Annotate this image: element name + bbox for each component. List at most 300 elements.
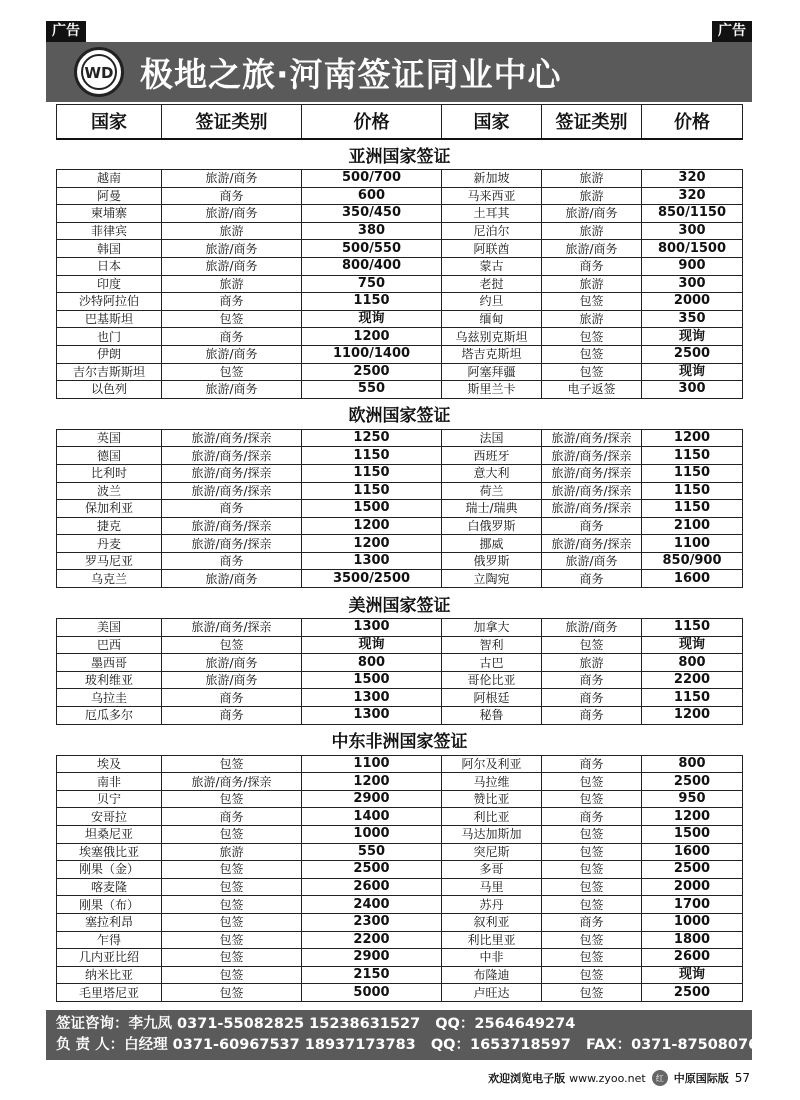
visa-type-cell: 旅游/商务 (162, 240, 302, 258)
table-row (57, 984, 743, 1002)
country-cell: 挪威 (442, 535, 542, 553)
price-cell: 1000 (302, 826, 442, 844)
country-cell: 古巴 (442, 654, 542, 672)
company-logo-icon (74, 47, 124, 97)
visa-type-cell: 包签 (542, 966, 642, 984)
price-cell: 2500 (302, 363, 442, 381)
country-cell: 刚果（布） (57, 896, 162, 914)
price-cell: 现询 (642, 966, 743, 984)
visa-type-cell: 旅游 (162, 843, 302, 861)
visa-type-cell: 包签 (542, 949, 642, 967)
visa-type-cell: 旅游 (542, 222, 642, 240)
price-cell: 550 (302, 381, 442, 399)
price-cell: 1000 (642, 913, 743, 931)
table-row (57, 843, 743, 861)
visa-type-cell: 旅游/商务/探亲 (162, 517, 302, 535)
table-row (57, 170, 743, 188)
visa-type-cell: 旅游/商务/探亲 (162, 619, 302, 637)
price-cell: 1150 (302, 482, 442, 500)
price-cell: 1150 (302, 464, 442, 482)
visa-type-cell: 旅游/商务 (542, 240, 642, 258)
visa-type-cell: 包签 (162, 913, 302, 931)
visa-type-cell: 包签 (162, 949, 302, 967)
edition-badge-icon: 红 (652, 1070, 668, 1086)
country-cell: 马拉维 (442, 773, 542, 791)
table-row (57, 500, 743, 518)
contact-qq: QQ：2564649274 (435, 1016, 576, 1032)
table-row (57, 861, 743, 879)
table-row (57, 755, 743, 773)
country-cell: 菲律宾 (57, 222, 162, 240)
price-cell: 现询 (642, 328, 743, 346)
country-cell: 罗马尼亚 (57, 552, 162, 570)
country-cell: 马达加斯加 (442, 826, 542, 844)
price-cell: 2500 (642, 773, 743, 791)
country-cell: 新加坡 (442, 170, 542, 188)
visa-type-cell: 旅游/商务 (542, 552, 642, 570)
price-cell: 380 (302, 222, 442, 240)
visa-type-cell: 包签 (542, 790, 642, 808)
table-row (57, 619, 743, 637)
visa-type-cell: 包签 (162, 363, 302, 381)
contact-qq-2: QQ：1653718597 (430, 1037, 571, 1053)
contact-manager: 负 责 人：白经理 0371-60967537 18937173783 (56, 1037, 416, 1053)
price-cell: 1150 (302, 447, 442, 465)
price-cell: 500/550 (302, 240, 442, 258)
price-cell: 300 (642, 381, 743, 399)
visa-type-cell: 包签 (162, 984, 302, 1002)
visa-type-cell: 旅游/商务 (162, 654, 302, 672)
footer-site: www.zyoo.net (569, 1071, 646, 1085)
country-cell: 乌拉圭 (57, 689, 162, 707)
country-cell: 阿塞拜疆 (442, 363, 542, 381)
page-number: 57 (734, 1071, 750, 1085)
price-cell: 2500 (302, 861, 442, 879)
visa-type-cell: 包签 (542, 984, 642, 1002)
banner (46, 42, 752, 102)
country-cell: 捷克 (57, 517, 162, 535)
visa-type-cell: 旅游/商务/探亲 (162, 482, 302, 500)
table-row (57, 790, 743, 808)
country-cell: 吉尔吉斯斯坦 (57, 363, 162, 381)
table-row (57, 328, 743, 346)
visa-type-cell: 旅游 (162, 275, 302, 293)
table-row (57, 913, 743, 931)
visa-type-cell: 包签 (162, 310, 302, 328)
price-cell: 5000 (302, 984, 442, 1002)
country-cell: 布隆迪 (442, 966, 542, 984)
country-cell: 以色列 (57, 381, 162, 399)
country-cell: 斯里兰卡 (442, 381, 542, 399)
visa-type-cell: 电子返签 (542, 381, 642, 399)
price-cell: 2150 (302, 966, 442, 984)
country-cell: 土耳其 (442, 205, 542, 223)
country-cell: 阿曼 (57, 187, 162, 205)
visa-type-cell: 旅游 (542, 310, 642, 328)
table-row (57, 773, 743, 791)
header-country: 国家 (442, 105, 542, 139)
table-row (57, 966, 743, 984)
visa-type-cell: 包签 (542, 826, 642, 844)
price-cell: 1200 (642, 707, 743, 725)
country-cell: 塔吉克斯坦 (442, 345, 542, 363)
price-cell: 1300 (302, 552, 442, 570)
visa-type-cell: 包签 (162, 826, 302, 844)
visa-type-cell: 商务 (162, 500, 302, 518)
visa-type-cell: 旅游/商务 (162, 257, 302, 275)
country-cell: 乍得 (57, 931, 162, 949)
table-row (57, 689, 743, 707)
price-cell: 2900 (302, 790, 442, 808)
table-header-row (57, 105, 743, 139)
country-cell: 立陶宛 (442, 570, 542, 588)
country-cell: 比利时 (57, 464, 162, 482)
visa-type-cell: 旅游/商务/探亲 (542, 535, 642, 553)
price-cell: 750 (302, 275, 442, 293)
price-cell: 1100 (302, 755, 442, 773)
price-cell: 800/400 (302, 257, 442, 275)
country-cell: 多哥 (442, 861, 542, 879)
visa-type-cell: 商务 (542, 808, 642, 826)
visa-type-cell: 包签 (542, 861, 642, 879)
visa-type-cell: 包签 (542, 878, 642, 896)
price-cell: 300 (642, 222, 743, 240)
price-cell: 现询 (302, 310, 442, 328)
visa-type-cell: 商务 (162, 293, 302, 311)
price-cell: 1150 (642, 464, 743, 482)
country-cell: 玻利维亚 (57, 671, 162, 689)
country-cell: 瑞士/瑞典 (442, 500, 542, 518)
visa-type-cell: 商务 (162, 552, 302, 570)
price-cell: 1300 (302, 689, 442, 707)
visa-type-cell: 包签 (162, 636, 302, 654)
country-cell: 厄瓜多尔 (57, 707, 162, 725)
price-cell: 1300 (302, 707, 442, 725)
country-cell: 中非 (442, 949, 542, 967)
header-visa-type: 签证类别 (542, 105, 642, 139)
visa-type-cell: 旅游 (542, 275, 642, 293)
price-cell: 现询 (642, 363, 743, 381)
table-row (57, 310, 743, 328)
contact-fax: FAX：0371-87508076 (585, 1037, 759, 1053)
country-cell: 缅甸 (442, 310, 542, 328)
header-price: 价格 (302, 105, 442, 139)
table-row (57, 931, 743, 949)
header-country: 国家 (57, 105, 162, 139)
section-header-row (57, 724, 743, 755)
table-row (57, 517, 743, 535)
price-cell: 1150 (642, 500, 743, 518)
visa-type-cell: 旅游/商务 (162, 570, 302, 588)
price-cell: 500/700 (302, 170, 442, 188)
visa-type-cell: 商务 (542, 689, 642, 707)
table-row (57, 363, 743, 381)
section-header-row (57, 588, 743, 619)
price-cell: 1100/1400 (302, 345, 442, 363)
visa-type-cell: 旅游/商务/探亲 (162, 535, 302, 553)
visa-type-cell: 包签 (162, 966, 302, 984)
section-title: 亚洲国家签证 (57, 139, 743, 170)
country-cell: 坦桑尼亚 (57, 826, 162, 844)
price-cell: 950 (642, 790, 743, 808)
country-cell: 柬埔寨 (57, 205, 162, 223)
table-row (57, 896, 743, 914)
country-cell: 叙利亚 (442, 913, 542, 931)
table-row (57, 464, 743, 482)
country-cell: 印度 (57, 275, 162, 293)
visa-type-cell: 包签 (542, 293, 642, 311)
section-title: 美洲国家签证 (57, 588, 743, 619)
price-cell: 2000 (642, 293, 743, 311)
visa-type-cell: 旅游/商务/探亲 (542, 464, 642, 482)
table-body (57, 139, 743, 1002)
section-header-row (57, 398, 743, 429)
price-cell: 2600 (642, 949, 743, 967)
table-row (57, 447, 743, 465)
page-footer (488, 1070, 750, 1086)
price-cell: 2500 (642, 861, 743, 879)
table-row (57, 552, 743, 570)
country-cell: 智利 (442, 636, 542, 654)
country-cell: 贝宁 (57, 790, 162, 808)
visa-type-cell: 旅游/商务/探亲 (542, 500, 642, 518)
price-cell: 1700 (642, 896, 743, 914)
price-cell: 1150 (642, 689, 743, 707)
price-cell: 1200 (642, 429, 743, 447)
country-cell: 马来西亚 (442, 187, 542, 205)
country-cell: 阿联酋 (442, 240, 542, 258)
price-cell: 350 (642, 310, 743, 328)
price-cell: 2400 (302, 896, 442, 914)
price-cell: 2200 (302, 931, 442, 949)
visa-type-cell: 商务 (542, 517, 642, 535)
price-cell: 800 (302, 654, 442, 672)
country-cell: 南非 (57, 773, 162, 791)
price-cell: 1400 (302, 808, 442, 826)
price-cell: 现询 (302, 636, 442, 654)
visa-type-cell: 包签 (162, 861, 302, 879)
price-cell: 1150 (642, 482, 743, 500)
country-cell: 老挝 (442, 275, 542, 293)
country-cell: 蒙古 (442, 257, 542, 275)
country-cell: 韩国 (57, 240, 162, 258)
country-cell: 塞拉利昂 (57, 913, 162, 931)
table-row (57, 257, 743, 275)
price-cell: 1100 (642, 535, 743, 553)
country-cell: 苏丹 (442, 896, 542, 914)
country-cell: 哥伦比亚 (442, 671, 542, 689)
country-cell: 突尼斯 (442, 843, 542, 861)
price-cell: 2500 (642, 345, 743, 363)
contact-line-1 (56, 1014, 742, 1035)
price-cell: 800/1500 (642, 240, 743, 258)
price-cell: 1200 (302, 535, 442, 553)
visa-type-cell: 包签 (542, 843, 642, 861)
table-row (57, 187, 743, 205)
visa-type-cell: 商务 (542, 913, 642, 931)
country-cell: 刚果（金） (57, 861, 162, 879)
price-cell: 1500 (302, 671, 442, 689)
visa-price-table (56, 104, 743, 1002)
ad-label-right: 广告 (712, 21, 752, 42)
price-cell: 1300 (302, 619, 442, 637)
visa-type-cell: 旅游/商务/探亲 (162, 447, 302, 465)
table-row (57, 205, 743, 223)
price-cell: 800 (642, 654, 743, 672)
ad-label-left: 广告 (46, 21, 86, 42)
price-cell: 1200 (302, 517, 442, 535)
table-row (57, 293, 743, 311)
visa-type-cell: 商务 (162, 808, 302, 826)
visa-type-cell: 包签 (162, 790, 302, 808)
price-cell: 1200 (302, 328, 442, 346)
table-row (57, 345, 743, 363)
visa-type-cell: 旅游/商务/探亲 (162, 773, 302, 791)
table-row (57, 222, 743, 240)
country-cell: 阿根廷 (442, 689, 542, 707)
price-cell: 300 (642, 275, 743, 293)
section-title: 欧洲国家签证 (57, 398, 743, 429)
contact-line-2 (56, 1035, 759, 1056)
section-header-row (57, 139, 743, 170)
price-cell: 2500 (642, 984, 743, 1002)
country-cell: 纳米比亚 (57, 966, 162, 984)
visa-type-cell: 商务 (162, 187, 302, 205)
visa-type-cell: 包签 (542, 931, 642, 949)
country-cell: 安哥拉 (57, 808, 162, 826)
footer-edition: 中原国际版 (673, 1072, 729, 1085)
price-cell: 2300 (302, 913, 442, 931)
price-cell: 1800 (642, 931, 743, 949)
table-row (57, 878, 743, 896)
visa-type-cell: 商务 (542, 755, 642, 773)
visa-type-cell: 商务 (162, 707, 302, 725)
country-cell: 利比亚 (442, 808, 542, 826)
table-row (57, 240, 743, 258)
visa-type-cell: 商务 (162, 689, 302, 707)
country-cell: 越南 (57, 170, 162, 188)
price-cell: 350/450 (302, 205, 442, 223)
section-title: 中东非洲国家签证 (57, 724, 743, 755)
price-cell: 550 (302, 843, 442, 861)
visa-type-cell: 旅游 (542, 170, 642, 188)
footer-prefix: 欢迎浏览电子版 (488, 1072, 566, 1085)
country-cell: 法国 (442, 429, 542, 447)
price-cell: 320 (642, 187, 743, 205)
table-row (57, 654, 743, 672)
visa-type-cell: 商务 (542, 707, 642, 725)
table-row (57, 535, 743, 553)
country-cell: 乌兹别克斯坦 (442, 328, 542, 346)
country-cell: 伊朗 (57, 345, 162, 363)
table-row (57, 636, 743, 654)
table-row (57, 570, 743, 588)
visa-type-cell: 包签 (542, 345, 642, 363)
banner-title: 极地之旅·河南签证同业中心 (140, 54, 562, 94)
table-row (57, 275, 743, 293)
price-cell: 现询 (642, 636, 743, 654)
country-cell: 赞比亚 (442, 790, 542, 808)
visa-type-cell: 旅游/商务 (162, 345, 302, 363)
country-cell: 保加利亚 (57, 500, 162, 518)
country-cell: 喀麦隆 (57, 878, 162, 896)
visa-type-cell: 包签 (162, 755, 302, 773)
country-cell: 俄罗斯 (442, 552, 542, 570)
country-cell: 埃及 (57, 755, 162, 773)
price-cell: 850/1150 (642, 205, 743, 223)
price-cell: 1150 (302, 293, 442, 311)
price-cell: 900 (642, 257, 743, 275)
visa-type-cell: 旅游/商务 (542, 619, 642, 637)
table-row (57, 429, 743, 447)
country-cell: 乌克兰 (57, 570, 162, 588)
visa-type-cell: 旅游/商务 (542, 205, 642, 223)
table-row (57, 671, 743, 689)
country-cell: 马里 (442, 878, 542, 896)
country-cell: 利比里亚 (442, 931, 542, 949)
price-cell: 600 (302, 187, 442, 205)
visa-type-cell: 商务 (542, 257, 642, 275)
visa-type-cell: 旅游/商务/探亲 (542, 482, 642, 500)
country-cell: 几内亚比绍 (57, 949, 162, 967)
country-cell: 卢旺达 (442, 984, 542, 1002)
visa-type-cell: 旅游/商务/探亲 (162, 429, 302, 447)
table-row (57, 949, 743, 967)
visa-type-cell: 旅游 (542, 187, 642, 205)
country-cell: 德国 (57, 447, 162, 465)
visa-type-cell: 包签 (162, 931, 302, 949)
price-cell: 2100 (642, 517, 743, 535)
country-cell: 英国 (57, 429, 162, 447)
contact-footer (46, 1010, 759, 1060)
visa-type-cell: 旅游/商务/探亲 (162, 464, 302, 482)
visa-type-cell: 旅游/商务 (162, 381, 302, 399)
country-cell: 白俄罗斯 (442, 517, 542, 535)
price-cell: 1150 (642, 447, 743, 465)
table-row (57, 482, 743, 500)
country-cell: 巴西 (57, 636, 162, 654)
visa-type-cell: 旅游 (162, 222, 302, 240)
price-cell: 320 (642, 170, 743, 188)
price-cell: 2600 (302, 878, 442, 896)
country-cell: 意大利 (442, 464, 542, 482)
header-price: 价格 (642, 105, 743, 139)
visa-type-cell: 包签 (542, 773, 642, 791)
country-cell: 约旦 (442, 293, 542, 311)
country-cell: 毛里塔尼亚 (57, 984, 162, 1002)
table-row (57, 826, 743, 844)
visa-type-cell: 包签 (542, 636, 642, 654)
visa-type-cell: 包签 (162, 878, 302, 896)
country-cell: 加拿大 (442, 619, 542, 637)
country-cell: 也门 (57, 328, 162, 346)
visa-type-cell: 商务 (542, 671, 642, 689)
country-cell: 巴基斯坦 (57, 310, 162, 328)
price-cell: 1200 (642, 808, 743, 826)
visa-type-cell: 包签 (542, 896, 642, 914)
price-cell: 2900 (302, 949, 442, 967)
visa-type-cell: 商务 (542, 570, 642, 588)
country-cell: 埃塞俄比亚 (57, 843, 162, 861)
logo-text: WD (84, 64, 114, 82)
visa-type-cell: 旅游/商务 (162, 205, 302, 223)
country-cell: 日本 (57, 257, 162, 275)
header-visa-type: 签证类别 (162, 105, 302, 139)
visa-type-cell: 旅游/商务 (162, 170, 302, 188)
table-row (57, 707, 743, 725)
country-cell: 墨西哥 (57, 654, 162, 672)
visa-type-cell: 包签 (162, 896, 302, 914)
